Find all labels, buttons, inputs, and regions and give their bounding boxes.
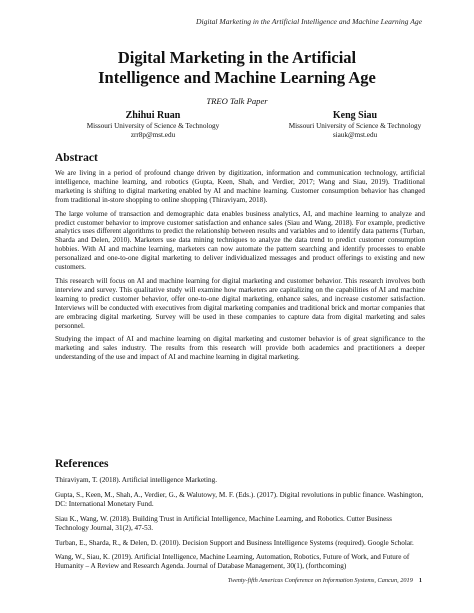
reference-item: Wang, W., Siau, K. (2019). Artificial Intelligence, Machine Learning, Automation, Robotics, Future of Work, and Future of Humanity – A Review and Research Agenda. Journal of Database Management, 30(1), (forthcoming): [55, 553, 410, 571]
reference-item: Gupta, S., Keen, M., Shah, A., Verdier, G., & Walutowy, M. F. (Eds.). (2017). Digital revolutions in public finance. Washington, DC: International Monetary Fund.: [55, 490, 424, 508]
references-heading: References: [55, 458, 109, 470]
reference-item: Siau K., Wang, W. (2018). Building Trust in Artificial Intelligence, Machine Learning, and Robotics. Cutter Business Technology Journal, 31(2), 47-53.: [55, 514, 392, 532]
author-name: Zhihui Ruan: [125, 110, 181, 121]
abstract-paragraph-3: This research will focus on AI and machine learning for digital marketing and customer behavior. This research involves both interview and survey. This qualitative study will examine how marketers are capitalizing on the capabilities of AI and machine learning to predict customer behavior, offer one-to-one digital marketing, enhance sales, and increase customer satisfaction. Interviews will be conducted with executives from digital marketing companies and traditional brick and mortar companies that are embracing digital marketing. Survey will be used in these companies to capture data from digital marketing and sales personnel.: [55, 276, 425, 330]
author-block-1: [68, 109, 238, 140]
reference-item: Turban, E., Sharda, R., & Delen, D. (2010). Decision Support and Business Intelligence Systems (required). Google Scholar.: [55, 538, 414, 547]
author-name: Keng Siau: [332, 110, 378, 121]
footer-text: Twenty-fifth Americas Conference on Information Systems, Cancun, 2019: [227, 577, 413, 584]
references-list: [55, 476, 425, 577]
abstract-paragraph-2: The large volume of transaction and demographic data enables business analytics, AI, and machine learning to analyze and predict customer behavior to improve customer satisfaction and enhance sales (Siau and Wang, 2018). For example, predictive analytics uses different algorithms to predict the relationship between results and variables and to identify data patterns (Turban, Sharda and Delen, 2010). Marketers use data mining techniques to analyze the data trend to predict customer consumption hobbies. With AI and machine learning, marketers can now automate the pattern searching and identify processes to enable personalized and one-to-one digital marketing to deliver individualized messages and product offerings to existing and new customers.: [55, 209, 425, 272]
author-affiliation: Missouri University of Science & Technology: [288, 122, 422, 130]
abstract-heading: Abstract: [55, 152, 98, 164]
author-email[interactable]: zrr8p@mst.edu: [130, 131, 176, 139]
page-number: 1: [418, 577, 422, 584]
author-block-2: [270, 109, 440, 140]
paper-title: [0, 48, 474, 88]
author-email[interactable]: siauk@mst.edu: [332, 131, 378, 139]
title-line-1: Digital Marketing in the Artificial: [117, 48, 357, 67]
abstract-paragraph-4: Studying the impact of AI and machine learning on digital marketing and customer behavior is of great significance to the marketing and sales industry. The results from this research will provide both academics and practitioners a deeper understanding of the use and impact of AI and machine learning in digital marketing.: [55, 335, 425, 362]
abstract-body: [55, 169, 425, 367]
page-footer: [228, 577, 422, 584]
reference-item: Thiraviyam, T. (2018). Artificial intelligence Marketing.: [55, 476, 218, 484]
abstract-paragraph-1: We are living in a period of profound change driven by digitization, information and communication technology, artificial intelligence, machine learning, and robotics (Gupta, Keen, Shah, and Verdier, 2017; Wang and Siau, 2019). Traditional marketing is shifting to digital marketing enabled by AI and machine learning. Customer consumption behavior has changed from traditional in-store shopping to online shopping (Thiraviyam, 2018).: [55, 169, 425, 204]
author-affiliation: Missouri University of Science & Technology: [86, 122, 220, 130]
paper-subtitle: TREO Talk Paper: [206, 96, 268, 106]
running-header: Digital Marketing in the Artificial Intelligence and Machine Learning Age: [195, 17, 422, 26]
title-line-2: Intelligence and Machine Learning Age: [98, 68, 376, 87]
